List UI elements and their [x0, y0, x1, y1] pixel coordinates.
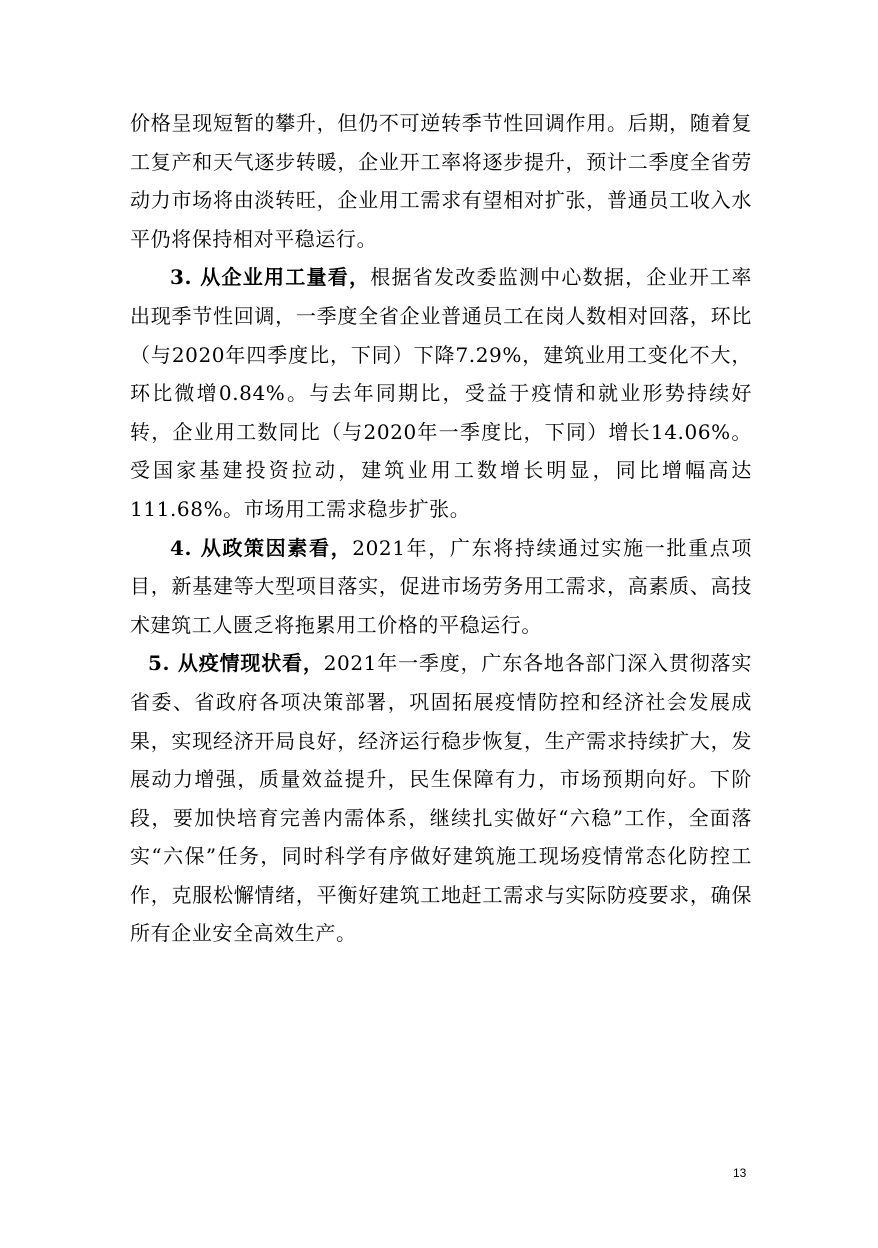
paragraph-continuation: [130, 104, 752, 258]
paragraph-heading: 4. 从政策因素看，: [170, 535, 353, 560]
paragraph-text: 根据省发改委监测中心数据，企业开工率出现季节性回调，一季度全省企业普通员工在岗人数相对回落，环比（与2020年四季度比，下同）下降7.29%，建筑业用工变化不大，环比微增0.84%。与去年同期比，受益于疫情和就业形势持续好转，企业用工数同比（与2020年一季度比，下同）增长14.06%。受国家基建投资拉动，建筑业用工数增长明显，同比增幅高达111.68%。市场用工需求稳步扩张。: [130, 265, 752, 521]
paragraph-text: 2021年一季度，广东各地各部门深入贯彻落实省委、省政府各项决策部署，巩固拓展疫情防控和经济社会发展成果，实现经济开局良好，经济运行稳步恢复，生产需求持续扩大，发展动力增强，质量效益提升，民生保障有力，市场预期向好。下阶段，要加快培育完善内需体系，继续扎实做好“六稳”工作，全面落实“六保”任务，同时科学有序做好建筑施工现场疫情常态化防控工作，克服松懈情绪，平衡好建筑工地赶工需求与实际防疫要求，确保所有企业安全高效生产。: [130, 651, 752, 946]
document-body: [130, 104, 752, 953]
page-number: 13: [733, 1166, 747, 1180]
paragraph-text: 2021年，广东将持续通过实施一批重点项目，新基建等大型项目落实，促进市场劳务用工需求，高素质、高技术建筑工人匮乏将拖累用工价格的平稳运行。: [130, 535, 752, 637]
paragraph-epidemic-status: [130, 644, 752, 953]
paragraph-policy-factors: [130, 529, 752, 645]
paragraph-enterprise-labor: [130, 258, 752, 528]
paragraph-heading: 3. 从企业用工量看，: [170, 265, 371, 290]
paragraph-text: 价格呈现短暂的攀升，但仍不可逆转季节性回调作用。后期，随着复工复产和天气逐步转暖，企业开工率将逐步提升，预计二季度全省劳动力市场将由淡转旺，企业用工需求有望相对扩张，普通员工收入水平仍将保持相对平稳运行。: [130, 111, 752, 251]
paragraph-heading: 5. 从疫情现状看，: [148, 651, 324, 676]
